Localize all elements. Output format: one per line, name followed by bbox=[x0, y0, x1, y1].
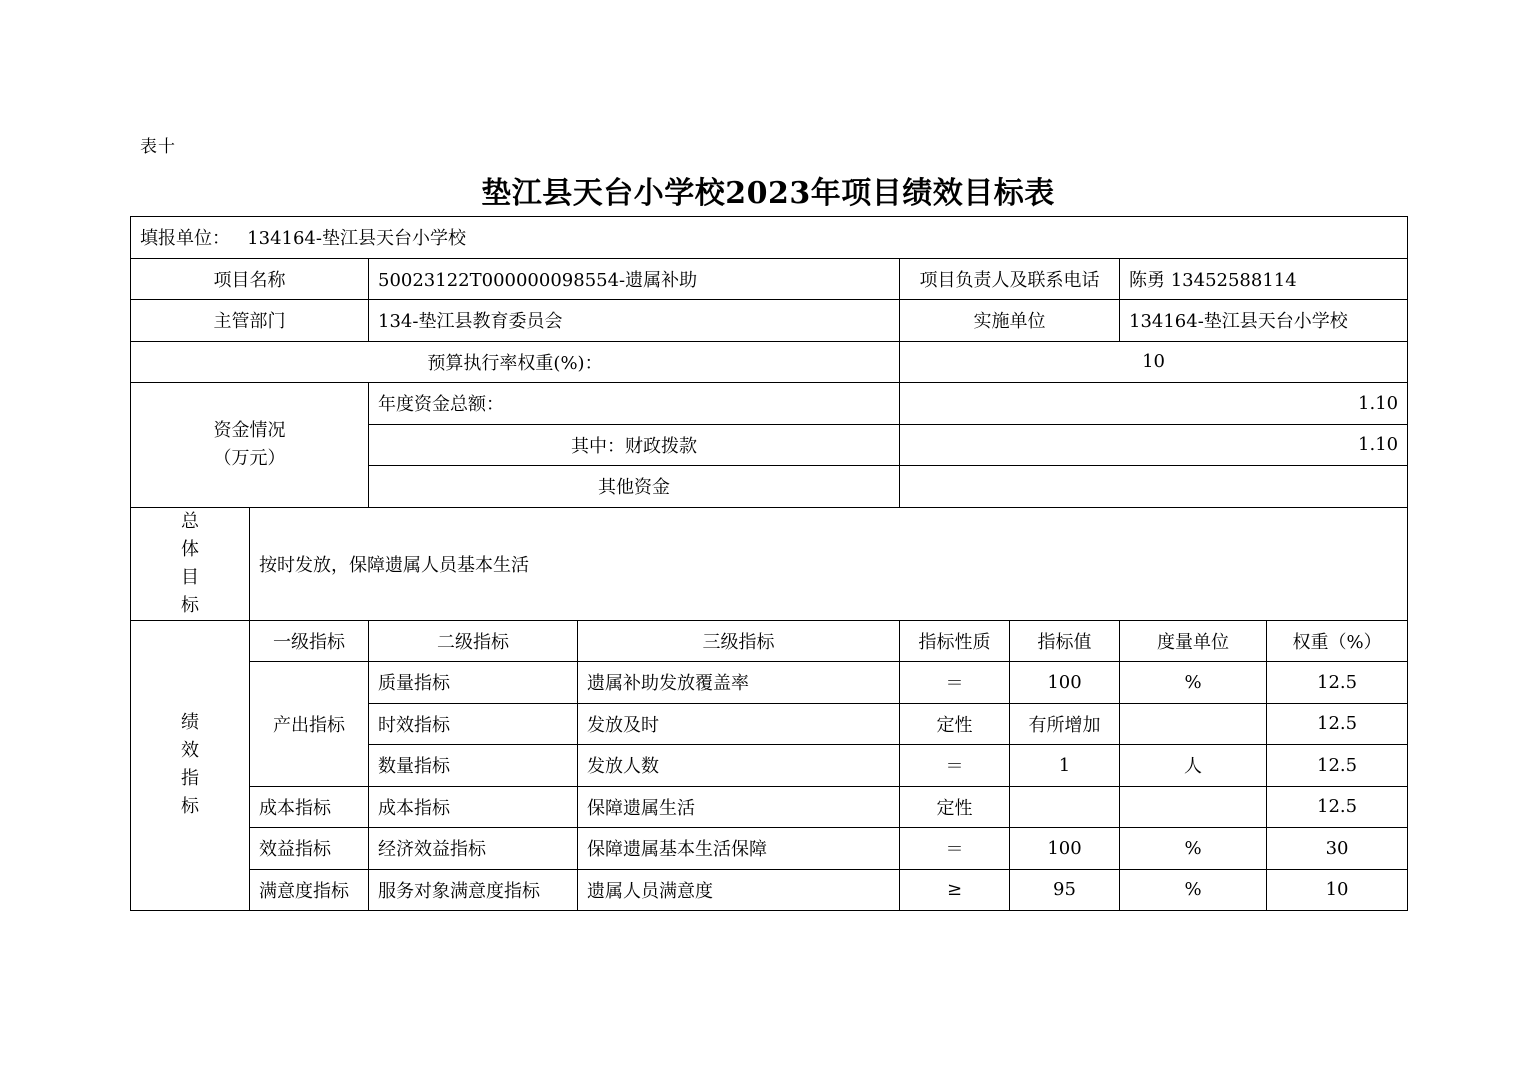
manager-value: 陈勇 13452588114 bbox=[1120, 258, 1408, 300]
nature-cell: ＝ bbox=[900, 828, 1010, 870]
weight-cell: 12.5 bbox=[1267, 703, 1408, 745]
fill-unit-label: 填报单位： bbox=[140, 228, 230, 250]
table-row bbox=[131, 869, 1408, 911]
unit-cell bbox=[1120, 786, 1267, 828]
table-row bbox=[131, 828, 1408, 870]
weight-cell: 30 bbox=[1267, 828, 1408, 870]
goal-label-char: 总 bbox=[181, 510, 199, 532]
goal-text: 按时发放，保障遗属人员基本生活 bbox=[250, 507, 1408, 620]
level2-cell: 时效指标 bbox=[369, 703, 578, 745]
budget-rate-label: 预算执行率权重(%)： bbox=[131, 341, 900, 383]
header-level1: 一级指标 bbox=[250, 620, 369, 662]
value-cell: 有所增加 bbox=[1010, 703, 1120, 745]
unit-cell: % bbox=[1120, 828, 1267, 870]
unit-cell: 人 bbox=[1120, 745, 1267, 787]
header-level2: 二级指标 bbox=[369, 620, 578, 662]
header-level3: 三级指标 bbox=[578, 620, 900, 662]
value-cell: 95 bbox=[1010, 869, 1120, 911]
indicator-label-char: 绩 bbox=[181, 712, 199, 734]
level3-cell: 保障遗属基本生活保障 bbox=[578, 828, 900, 870]
weight-cell: 12.5 bbox=[1267, 662, 1408, 704]
indicator-label bbox=[131, 620, 250, 911]
manager-label: 项目负责人及联系电话 bbox=[900, 258, 1120, 300]
level1-cell: 满意度指标 bbox=[250, 869, 369, 911]
page-title: 垫江县天台小学校2023年项目绩效目标表 bbox=[481, 176, 1055, 211]
table-row bbox=[131, 662, 1408, 704]
budget-rate-row bbox=[131, 341, 1408, 383]
header-weight: 权重（%） bbox=[1267, 620, 1408, 662]
nature-cell: ＝ bbox=[900, 662, 1010, 704]
value-cell bbox=[1010, 786, 1120, 828]
funds-other-value bbox=[900, 466, 1408, 508]
nature-cell: 定性 bbox=[900, 703, 1010, 745]
budget-rate-value: 10 bbox=[900, 341, 1408, 383]
value-cell: 100 bbox=[1010, 828, 1120, 870]
header-nature: 指标性质 bbox=[900, 620, 1010, 662]
indicator-label-char: 效 bbox=[181, 740, 199, 762]
nature-cell: 定性 bbox=[900, 786, 1010, 828]
value-cell: 100 bbox=[1010, 662, 1120, 704]
impl-value: 134164-垫江县天台小学校 bbox=[1120, 300, 1408, 342]
weight-cell: 12.5 bbox=[1267, 745, 1408, 787]
funds-label-line1: 资金情况 bbox=[213, 419, 286, 441]
goal-row bbox=[131, 507, 1408, 620]
level3-cell: 发放人数 bbox=[578, 745, 900, 787]
funds-total-label: 年度资金总额： bbox=[369, 383, 900, 425]
level2-cell: 数量指标 bbox=[369, 745, 578, 787]
indicator-header-row bbox=[131, 620, 1408, 662]
table-number: 表十 bbox=[140, 137, 176, 157]
fill-unit-value: 134164-垫江县天台小学校 bbox=[247, 228, 466, 250]
table-row bbox=[131, 786, 1408, 828]
nature-cell: ＝ bbox=[900, 745, 1010, 787]
goal-label bbox=[131, 507, 250, 620]
project-name-label: 项目名称 bbox=[131, 258, 369, 300]
weight-cell: 10 bbox=[1267, 869, 1408, 911]
weight-cell: 12.5 bbox=[1267, 786, 1408, 828]
level3-cell: 遗属人员满意度 bbox=[578, 869, 900, 911]
goal-label-char: 标 bbox=[181, 594, 199, 616]
funds-label-line2: （万元） bbox=[213, 447, 286, 469]
level3-cell: 保障遗属生活 bbox=[578, 786, 900, 828]
goal-label-char: 目 bbox=[181, 566, 199, 588]
goal-label-char: 体 bbox=[181, 538, 199, 560]
fill-unit-cell bbox=[131, 217, 1408, 259]
funds-other-label: 其他资金 bbox=[369, 466, 900, 508]
header-unit: 度量单位 bbox=[1120, 620, 1267, 662]
level1-cell: 效益指标 bbox=[250, 828, 369, 870]
level1-cell: 产出指标 bbox=[250, 662, 369, 787]
indicator-label-char: 标 bbox=[181, 796, 199, 818]
fill-unit-row bbox=[131, 217, 1408, 259]
project-name-row bbox=[131, 258, 1408, 300]
project-name-value: 50023122T000000098554-遗属补助 bbox=[369, 258, 900, 300]
indicator-label-char: 指 bbox=[181, 768, 199, 790]
level3-cell: 遗属补助发放覆盖率 bbox=[578, 662, 900, 704]
level3-cell: 发放及时 bbox=[578, 703, 900, 745]
dept-value: 134-垫江县教育委员会 bbox=[369, 300, 900, 342]
level2-cell: 质量指标 bbox=[369, 662, 578, 704]
dept-row bbox=[131, 300, 1408, 342]
dept-label: 主管部门 bbox=[131, 300, 369, 342]
level2-cell: 成本指标 bbox=[369, 786, 578, 828]
funds-total-value: 1.10 bbox=[900, 383, 1408, 425]
unit-cell: % bbox=[1120, 662, 1267, 704]
nature-cell: ≥ bbox=[900, 869, 1010, 911]
unit-cell bbox=[1120, 703, 1267, 745]
level1-cell: 成本指标 bbox=[250, 786, 369, 828]
funds-label bbox=[131, 383, 369, 508]
header-value: 指标值 bbox=[1010, 620, 1120, 662]
performance-table bbox=[130, 216, 1408, 911]
funds-fiscal-label: 其中：财政拨款 bbox=[369, 424, 900, 466]
unit-cell: % bbox=[1120, 869, 1267, 911]
value-cell: 1 bbox=[1010, 745, 1120, 787]
funds-total-row bbox=[131, 383, 1408, 425]
level2-cell: 经济效益指标 bbox=[369, 828, 578, 870]
level2-cell: 服务对象满意度指标 bbox=[369, 869, 578, 911]
impl-label: 实施单位 bbox=[900, 300, 1120, 342]
funds-fiscal-value: 1.10 bbox=[900, 424, 1408, 466]
